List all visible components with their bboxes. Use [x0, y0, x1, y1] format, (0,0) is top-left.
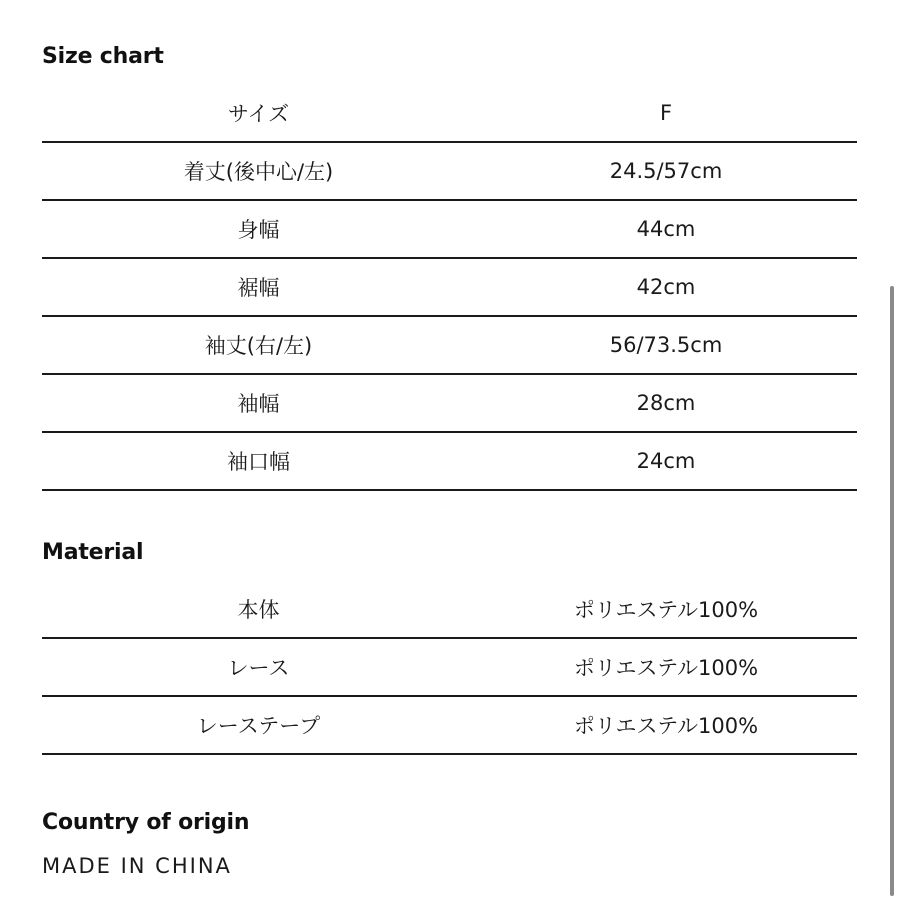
material-table: [42, 581, 857, 755]
size-row-value: 24cm: [475, 432, 857, 490]
origin-value: MADE IN CHINA: [42, 854, 232, 878]
size-row-label: 裾幅: [42, 258, 475, 316]
table-row: [42, 581, 857, 638]
scrollbar[interactable]: [886, 0, 900, 900]
size-row-value: 28cm: [475, 374, 857, 432]
table-row: [42, 200, 857, 258]
table-row: [42, 142, 857, 200]
size-row-label: 身幅: [42, 200, 475, 258]
size-chart-header-row: [42, 85, 857, 142]
table-row: [42, 316, 857, 374]
size-chart-title: Size chart: [42, 44, 164, 69]
material-row-value: ポリエステル100%: [573, 598, 759, 622]
table-row: [42, 374, 857, 432]
origin-title: Country of origin: [42, 810, 250, 835]
size-row-value: 42cm: [475, 258, 857, 316]
material-row-label: レース: [42, 638, 475, 696]
size-header-value: F: [659, 101, 673, 125]
size-row-label: 袖丈(右/左): [42, 316, 475, 374]
size-header-label: サイズ: [227, 102, 290, 126]
material-row-label: 本体: [237, 598, 280, 622]
material-row-value: ポリエステル100%: [475, 696, 857, 754]
size-row-label: 着丈(後中心/左): [42, 142, 475, 200]
size-row-value: 44cm: [475, 200, 857, 258]
size-row-label: 袖口幅: [42, 432, 475, 490]
size-row-value: 24.5/57cm: [475, 142, 857, 200]
table-row: [42, 696, 857, 754]
table-row: [42, 432, 857, 490]
table-row: [42, 638, 857, 696]
size-row-value: 56/73.5cm: [475, 316, 857, 374]
scrollbar-thumb[interactable]: [890, 286, 894, 896]
table-row: [42, 258, 857, 316]
material-row-value: ポリエステル100%: [475, 638, 857, 696]
size-chart-table: [42, 85, 857, 491]
material-row-label: レーステープ: [42, 696, 475, 754]
size-row-label: 袖幅: [42, 374, 475, 432]
material-title: Material: [42, 540, 144, 565]
